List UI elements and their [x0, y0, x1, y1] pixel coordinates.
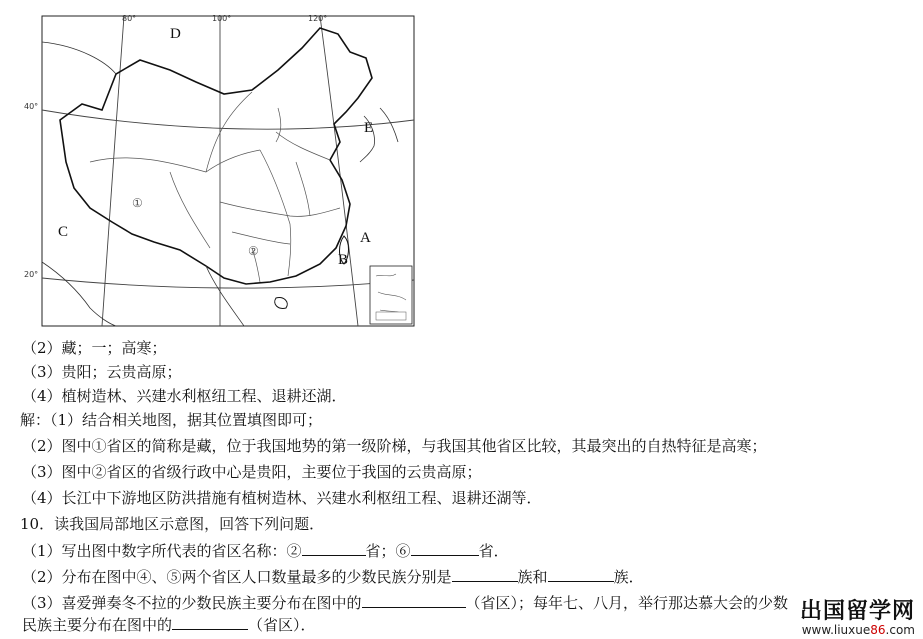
- watermark-url-suffix: .com: [885, 623, 915, 637]
- watermark-url-red: 86: [870, 623, 886, 637]
- q4-text-a: 民族主要分布在图中的: [22, 616, 173, 634]
- q1-text-c: 省．: [478, 542, 509, 560]
- question-10-part-2: [22, 566, 644, 587]
- map-label-c: C: [58, 224, 69, 240]
- watermark-url-prefix: www.liuxue: [801, 623, 871, 637]
- question-10-part-3: [22, 592, 788, 613]
- question-10-title: 10．读我国局部地区示意图，回答下列问题．: [20, 515, 325, 533]
- china-map-figure: [20, 12, 416, 330]
- q2-text-a: （2）分布在图中④、⑤两个省区人口数量最多的少数民族分别是: [22, 568, 452, 586]
- watermark-cn: 出国留学网: [799, 599, 915, 624]
- q3-blank-dombra[interactable]: [362, 592, 466, 608]
- solution-heading: 解：（1）结合相关地图，据其位置填图即可；: [20, 411, 323, 429]
- q1-blank-province-2[interactable]: [302, 540, 366, 556]
- q2-text-b: 族和: [517, 568, 548, 586]
- map-label-province-2: ②: [248, 244, 259, 258]
- q2-text-c: 族．: [613, 568, 644, 586]
- lon-80-label: 80°: [122, 14, 137, 23]
- answer-line-4: （4）植树造林、兴建水利枢纽工程、退耕还湖．: [22, 387, 347, 405]
- question-10-part-3-cont: [22, 614, 316, 635]
- answer-line-2: （2）藏；一；高寒；: [22, 339, 167, 357]
- map-label-e: E: [364, 120, 374, 136]
- q2-blank-ethnic-5[interactable]: [548, 566, 614, 582]
- lon-100-label: 100°: [212, 14, 232, 23]
- q3-text-b: （省区）；每年七、八月，举行那达慕大会的少数: [465, 594, 789, 612]
- q2-blank-ethnic-4[interactable]: [452, 566, 518, 582]
- site-watermark: [800, 600, 915, 637]
- china-map-svg: [20, 12, 416, 330]
- map-label-province-1: ①: [132, 196, 143, 210]
- lon-120-label: 120°: [308, 14, 328, 23]
- solution-line-2: （2）图中①省区的简称是藏，位于我国地势的第一级阶梯，与我国其他省区比较，其最突出的自热特征是高寒；: [22, 437, 767, 455]
- lat-40-label: 40°: [24, 102, 39, 111]
- map-label-d: D: [170, 26, 181, 42]
- q4-text-b: （省区）．: [248, 616, 316, 634]
- q1-text-b: 省；⑥: [365, 542, 411, 560]
- q1-text-a: （1）写出图中数字所代表的省区名称：②: [22, 542, 302, 560]
- watermark-url: [800, 624, 915, 637]
- solution-line-3: （3）图中②省区的省级行政中心是贵阳，主要位于我国的云贵高原；: [22, 463, 482, 481]
- lat-20-label: 20°: [24, 270, 39, 279]
- solution-line-4: （4）长江中下游地区防洪措施有植树造林、兴建水利枢纽工程、退耕还湖等．: [22, 489, 542, 507]
- q4-blank-naadam[interactable]: [172, 614, 248, 630]
- question-10-part-1: [22, 540, 509, 561]
- map-label-a: A: [360, 230, 371, 246]
- map-label-b: B: [338, 252, 349, 268]
- q3-text-a: （3）喜爱弹奏冬不拉的少数民族主要分布在图中的: [22, 594, 362, 612]
- q1-blank-province-6[interactable]: [411, 540, 479, 556]
- answer-line-3: （3）贵阳；云贵高原；: [22, 363, 182, 381]
